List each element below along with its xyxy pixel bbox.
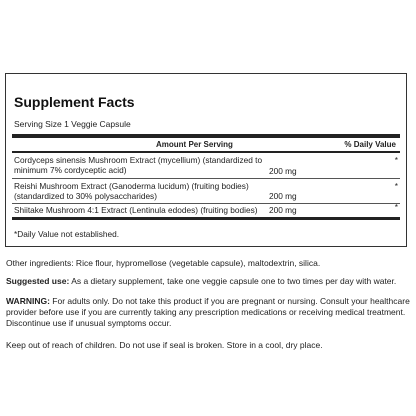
suggested-use-text: As a dietary supplement, take one veggie capsule one to two times per day with water. bbox=[69, 276, 397, 286]
ingredient-dv: * bbox=[394, 202, 398, 212]
suggested-use-label: Suggested use: bbox=[6, 276, 70, 286]
ingredient-name: Shiitake Mushroom 4:1 Extract (Lentinula edodes) (fruiting bodies) bbox=[14, 205, 258, 215]
warning bbox=[6, 296, 410, 329]
suggested-use bbox=[6, 276, 410, 287]
warning-text: For adults only. Do not take this product if you are pregnant or nursing. Consult your healthcare provider before use if you are currently taking any prescription medications or receiving medical treatment. Discontinue use if unusual symptoms occur. bbox=[6, 296, 410, 328]
ingredient-amount: 200 mg bbox=[269, 191, 297, 201]
supplement-facts-panel bbox=[5, 73, 407, 247]
facts-title: Supplement Facts bbox=[14, 94, 135, 110]
other-ingredients: Other ingredients: Rice flour, hypromellose (vegetable capsule), maltodextrin, silica. bbox=[6, 258, 321, 268]
storage-note: Keep out of reach of children. Do not use if seal is broken. Store in a cool, dry place. bbox=[6, 340, 323, 350]
ingredient-amount: 200 mg bbox=[269, 166, 297, 176]
ingredient-row bbox=[12, 179, 400, 204]
serving-size: Serving Size 1 Veggie Capsule bbox=[14, 119, 131, 129]
thick-divider bbox=[12, 134, 400, 138]
ingredient-row bbox=[12, 204, 400, 216]
ingredient-row bbox=[12, 153, 400, 179]
daily-value-footnote: *Daily Value not established. bbox=[14, 229, 120, 239]
ingredient-name: Cordyceps sinensis Mushroom Extract (mycellium) (standardized to minimum 7% cordyceptic acid) bbox=[14, 155, 263, 175]
bottom-divider bbox=[12, 217, 400, 220]
ingredient-amount: 200 mg bbox=[269, 205, 297, 215]
warning-label: WARNING: bbox=[6, 296, 50, 306]
amount-per-serving-header: Amount Per Serving bbox=[156, 140, 233, 149]
ingredient-dv: * bbox=[394, 181, 398, 191]
ingredient-name: Reishi Mushroom Extract (Ganoderma lucidum) (fruiting bodies) (standardized to 30% polysaccharides) bbox=[14, 181, 249, 201]
ingredient-dv: * bbox=[394, 155, 398, 165]
daily-value-header: % Daily Value bbox=[344, 140, 396, 149]
